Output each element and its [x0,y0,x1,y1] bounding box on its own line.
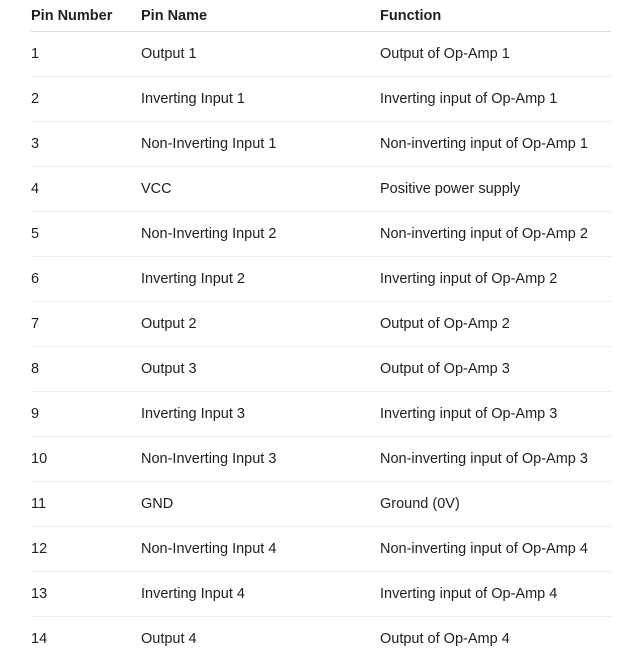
pin-number-cell: 1 [31,32,141,77]
pin-name-cell: Non-Inverting Input 4 [141,527,380,572]
function-cell: Inverting input of Op-Amp 4 [380,572,611,617]
function-cell: Non-inverting input of Op-Amp 1 [380,122,611,167]
function-cell: Positive power supply [380,167,611,212]
table-header [31,0,611,32]
table-row [31,32,611,77]
function-cell: Inverting input of Op-Amp 1 [380,77,611,122]
pin-name-cell: Non-Inverting Input 3 [141,437,380,482]
pin-number-cell: 2 [31,77,141,122]
pin-number-cell: 3 [31,122,141,167]
pin-name-cell: Inverting Input 1 [141,77,380,122]
function-cell: Inverting input of Op-Amp 2 [380,257,611,302]
table-body [31,32,611,662]
pin-number-cell: 8 [31,347,141,392]
function-cell: Output of Op-Amp 4 [380,631,510,647]
header-function: Function [380,0,611,32]
table-row [31,437,611,482]
pin-name-cell: Output 2 [141,302,380,347]
table-row [31,572,611,617]
pin-number-cell: 11 [31,482,141,527]
pin-table-container [31,0,611,661]
table-row [31,167,611,212]
pin-number-cell: 14 [31,631,48,647]
pin-name-cell: Output 3 [141,347,380,392]
function-cell: Non-inverting input of Op-Amp 2 [380,212,611,257]
pin-number-cell: 7 [31,302,141,347]
pin-number-cell: 13 [31,572,141,617]
table-row [31,77,611,122]
function-cell: Non-inverting input of Op-Amp 3 [380,437,611,482]
function-cell: Output of Op-Amp 2 [380,302,611,347]
pin-number-cell: 5 [31,212,141,257]
table-row [31,617,611,662]
function-cell: Non-inverting input of Op-Amp 4 [380,527,611,572]
table-row [31,257,611,302]
pin-number-cell: 12 [31,527,141,572]
header-pin-number: Pin Number [31,0,141,32]
pin-name-cell: Inverting Input 2 [141,257,380,302]
table-row [31,527,611,572]
pin-number-cell: 6 [31,257,141,302]
table-row [31,212,611,257]
table-row [31,392,611,437]
header-pin-name: Pin Name [141,0,380,32]
pin-name-cell: VCC [141,167,380,212]
pin-name-cell: Output 4 [141,631,197,647]
table-row [31,347,611,392]
pin-name-cell: Non-Inverting Input 2 [141,212,380,257]
header-row [31,0,611,32]
function-cell: Output of Op-Amp 1 [380,32,611,77]
pin-name-cell: Non-Inverting Input 1 [141,122,380,167]
pin-name-cell: Inverting Input 4 [141,572,380,617]
pin-name-cell: Output 1 [141,32,380,77]
pin-name-cell: GND [141,482,380,527]
pin-number-cell: 10 [31,437,141,482]
function-cell: Inverting input of Op-Amp 3 [380,392,611,437]
function-cell: Output of Op-Amp 3 [380,347,611,392]
table-row [31,122,611,167]
table-row [31,482,611,527]
pin-name-cell: Inverting Input 3 [141,392,380,437]
table-row [31,302,611,347]
pin-number-cell: 4 [31,167,141,212]
pin-number-cell: 9 [31,392,141,437]
function-cell: Ground (0V) [380,482,611,527]
pin-table [31,0,611,661]
